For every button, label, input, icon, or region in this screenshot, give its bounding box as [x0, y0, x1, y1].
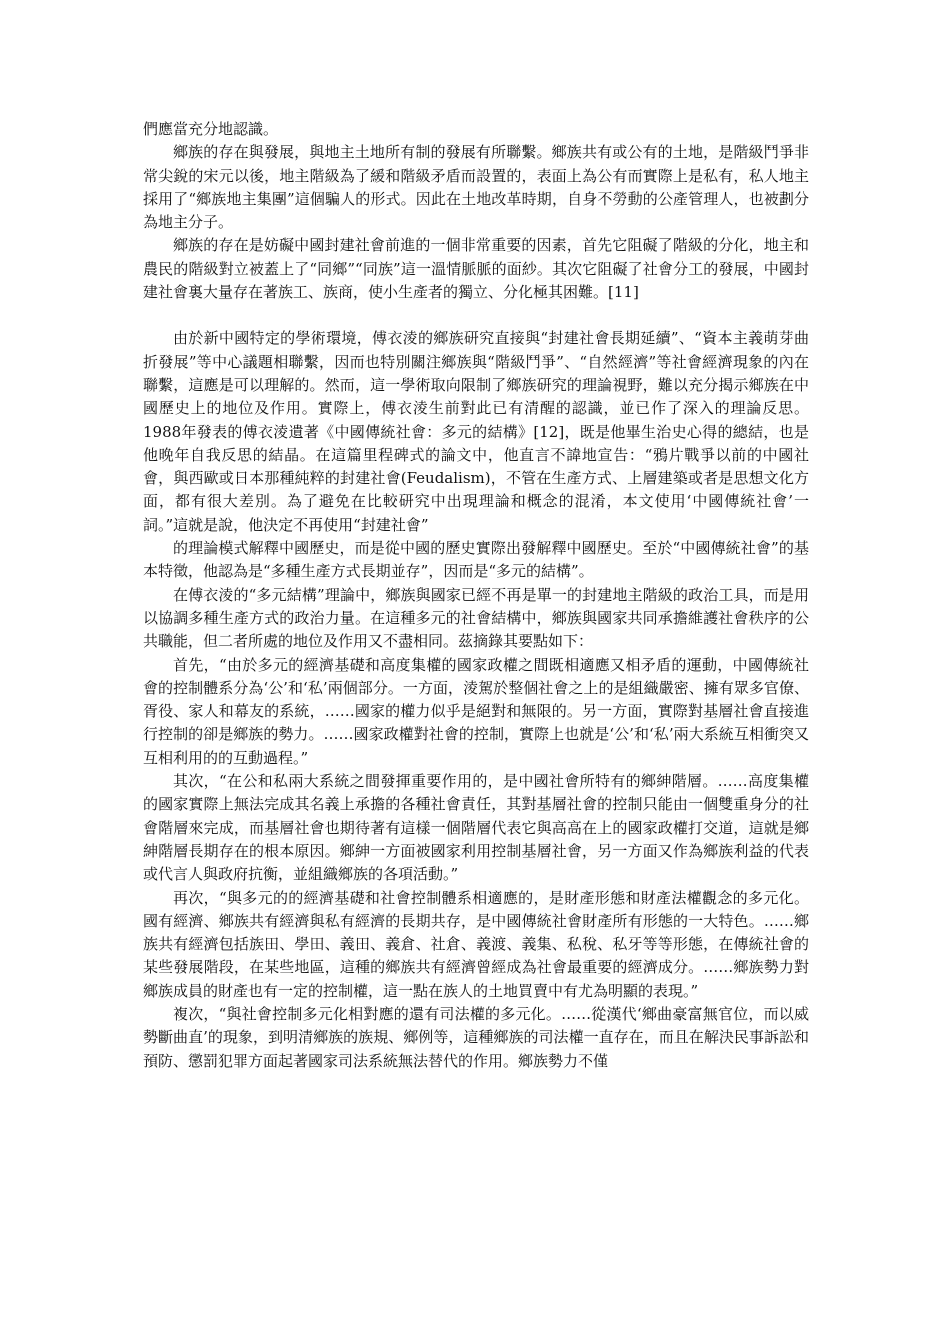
paragraph: 的理論模式解釋中國歷史，而是從中國的歷史實際出發解釋中國歷史。至於“中國傳統社會”的基本特徵，他認為是“多種生產方式長期並存”，因而是“多元的結構”。	[143, 539, 809, 581]
paragraph-gap	[143, 304, 809, 327]
paragraph: 們應當充分地認識。	[143, 120, 279, 138]
paragraph: 再次，“與多元的的經濟基礎和社會控制體系相適應的，是財產形態和財產法權觀念的多元化。國有經濟、鄉族共有經濟與私有經濟的長期共存，是中國傳統社會財產所有形態的一大特色。……鄉族共有經濟包括族田、學田、義田、義倉、社倉、義渡、義集、私稅、私牙等等形態，在傳統社會的某些發展階段，在某些地區，這種的鄉族共有經濟曾經成為社會最重要的經濟成分。……鄉族勢力對鄉族成員的財產也有一定的控制權，這一點在族人的土地買賣中有尤為明顯的表現。”	[143, 888, 809, 1000]
paragraph: 鄉族的存在是妨礙中國封建社會前進的一個非常重要的因素，首先它阻礙了階級的分化，地主和農民的階級對立被蓋上了“同鄉”“同族”這一溫情脈脈的面紗。其次它阻礙了社會分工的發展，中國封建社會裏大量存在著族工、族商，使小生產者的獨立、分化極其困難。[11]	[143, 236, 809, 302]
paragraph: 在傅衣淩的“多元結構”理論中，鄉族與國家已經不再是單一的封建地主階級的政治工具，而是用以協調多種生產方式的政治力量。在這種多元的社會結構中，鄉族與國家共同承擔維護社會秩序的公共職能，但二者所處的地位及作用又不盡相同。茲摘錄其要點如下：	[143, 585, 809, 651]
paragraph: 鄉族的存在與發展，與地主土地所有制的發展有所聯繫。鄉族共有或公有的土地，是階級鬥爭非常尖銳的宋元以後，地主階級為了緩和階級矛盾而設置的，表面上為公有而實際上是私有，私人地主採用了“鄉族地主集團”這個騙人的形式。因此在土地改革時期，自身不勞動的公產管理人，也被劃分為地主分子。	[143, 143, 809, 232]
paragraph: 由於新中國特定的學術環境，傅衣淩的鄉族研究直接與“封建社會長期延續”、“資本主義萌芽曲折發展”等中心議題相聯繫，因而也特別關注鄉族與“階級鬥爭”、“自然經濟”等社會經濟現象的內在聯繫，這應是可以理解的。然而，這一學術取向限制了鄉族研究的理論視野，難以充分揭示鄉族在中國歷史上的地位及作用。實際上，傅衣淩生前對此已有清醒的認識，並已作了深入的理論反思。1988年發表的傅衣淩遺著《中國傳統社會：多元的結構》[12]，既是他畢生治史心得的總結，也是他晚年自我反思的結晶。在這篇里程碑式的論文中，他直言不諱地宣告：“鴉片戰爭以前的中國社會，與西歐或日本那種純粹的封建社會(Feudalism)，不管在生產方式、上層建築或者是思想文化方面，都有很大差別。為了避免在比較研究中出現理論和概念的混淆，本文使用‘中國傳統社會’一詞。”這就是說，他決定不再使用“封建社會”	[143, 329, 809, 534]
paragraph: 首先，“由於多元的經濟基礎和高度集權的國家政權之間既相適應又相矛盾的運動，中國傳統社會的控制體系分為‘公’和‘私’兩個部分。一方面，淩駕於整個社會之上的是組織嚴密、擁有眾多官僚、胥役、家人和幕友的系統，……國家的權力似乎是絕對和無限的。另一方面，實際對基層社會直接進行控制的卻是鄉族的勢力。……國家政權對社會的控制，實際上也就是‘公’和‘私’兩大系統互相衝突又互相利用的的互動過程。”	[143, 655, 809, 767]
paragraph: 其次，“在公和私兩大系統之間發揮重要作用的，是中國社會所特有的鄉紳階層。……高度集權的國家實際上無法完成其名義上承擔的各種社會責任，其對基層社會的控制只能由一個雙重身分的社會階層來完成，而基層社會也期待著有這樣一個階層代表它與高高在上的國家政權打交道，這就是鄉紳階層長期存在的根本原因。鄉紳一方面被國家利用控制基層社會，另一方面又作為鄉族利益的代表或代言人與政府抗衡，並組織鄉族的各項活動。”	[143, 772, 809, 884]
paragraph: 複次，“與社會控制多元化相對應的還有司法權的多元化。……從漢代‘鄉曲豪富無官位，而以威勢斷曲直’的現象，到明清鄉族的族規、鄉例等，這種鄉族的司法權一直存在，而且在解決民事訴訟和預防、懲罰犯罪方面起著國家司法系統無法替代的作用。鄉族勢力不僅	[143, 1004, 809, 1070]
document-page	[143, 118, 809, 1073]
